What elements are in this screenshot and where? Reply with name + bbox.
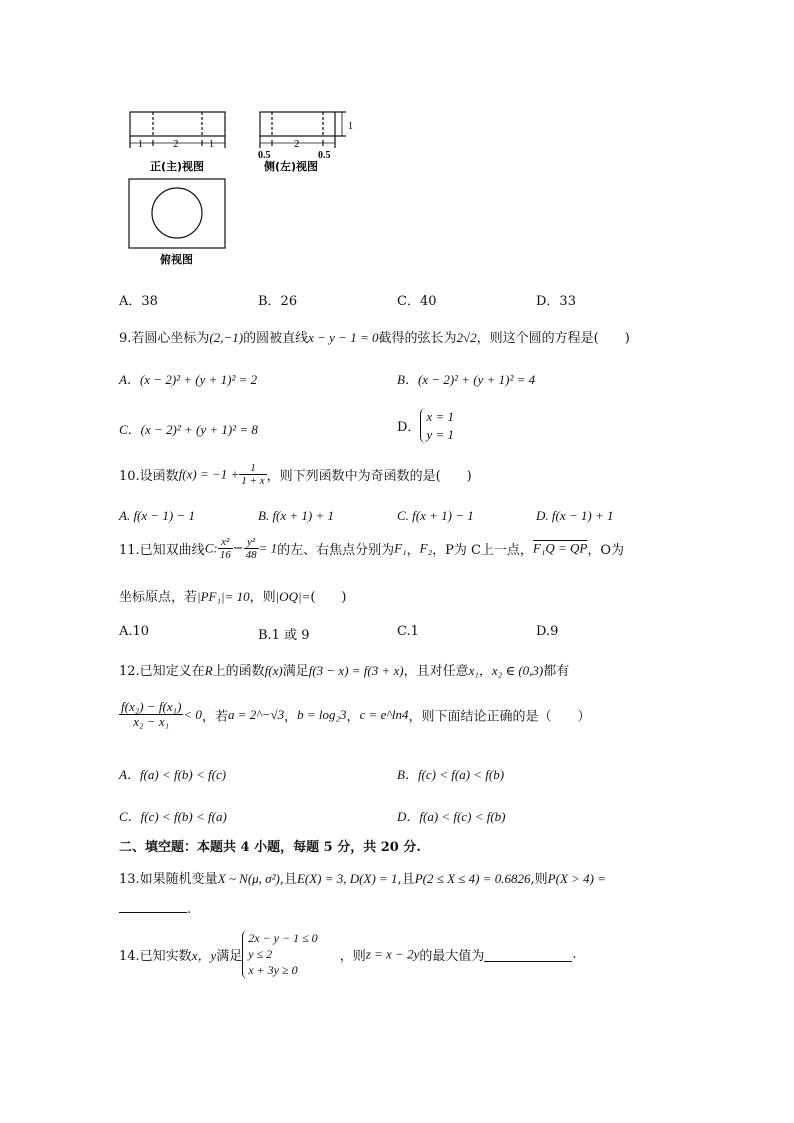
q9-option-d-eq2: y = 1 (426, 426, 454, 442)
top-view-label: 俯视图 (160, 253, 193, 266)
q12-lt0: < 0 (183, 706, 202, 722)
q12-option-d: D．f(a) < f(c) < f(b) (397, 809, 506, 824)
section-2-title: 二、填空题：本题共 4 小题，每题 5 分，共 20 分. (119, 840, 421, 855)
q11-option-c: C.1 (397, 624, 419, 639)
q10-frac-num: 1 (239, 462, 266, 475)
q11-pf: |PF₁|= 10 (197, 589, 250, 604)
q14-xy: x，y (191, 947, 217, 963)
q13-ev: E(X) = 3, D(X) = 1 (296, 871, 398, 886)
q11-frac2 (244, 536, 259, 561)
q11-oq: |OQ|= (275, 589, 311, 604)
q10-stem-post: ，则下列函数中为奇函数的是( ) (266, 469, 472, 485)
q11-stem-pre: 11.已知双曲线 (119, 543, 205, 559)
q10-option-d: D. f(x − 1) + 1 (536, 508, 614, 523)
q13-answer-blank (119, 898, 187, 913)
q11-stem (119, 536, 624, 561)
q12-l2-post: ，则下面结论正确的是（ ） (408, 709, 591, 725)
q11-sep: ， (406, 543, 420, 559)
q12-fraction (119, 700, 183, 730)
q14-answer-blank (484, 947, 572, 962)
q11-stem-mid2: ，P为 C上一点， (432, 543, 533, 559)
q14-z: z = x − 2y (365, 946, 420, 962)
q11-minus: − (232, 541, 244, 557)
q9-stem-mid2: 截得的弦长为 (378, 331, 457, 346)
q11-frac2-num: y² (244, 536, 259, 549)
front-dim-mid: 2 (173, 138, 179, 150)
q14-end: . (572, 946, 577, 962)
side-dim-height: 1 (348, 121, 353, 132)
q12-stem-post: 都有 (543, 664, 570, 679)
q14-stem-pre: 14.已知实数 (119, 948, 192, 964)
q12-stem (119, 660, 569, 679)
q10-frac-den: 1 + x (241, 475, 265, 488)
q13-answer-line (119, 898, 191, 917)
side-view-rect (260, 112, 335, 136)
q14-c2: y ≤ 2 (248, 947, 273, 962)
q11-eq: = 1 (258, 540, 278, 556)
q12-R: R (204, 663, 213, 678)
q12-option-c: C．f(c) < f(b) < f(a) (119, 809, 227, 824)
q9-stem-post: ，则这个圆的方程是( ) (476, 331, 630, 346)
side-dim-left: 0.5 (258, 150, 271, 161)
q9-option-d-label: D． (397, 420, 421, 436)
q8-option-a: A．38 (119, 294, 158, 309)
q11-line2-pre: 坐标原点，若 (119, 590, 198, 605)
q9-stem-pre: 9.若圆心坐标为 (119, 331, 210, 346)
q9-line: x − y − 1 = 0 (308, 330, 379, 345)
q12-stem-mid2: 满足 (282, 664, 309, 679)
q13-s3: ,则 (530, 872, 548, 887)
q12-frac-num: f(x₂) − f(x₁) (121, 699, 182, 714)
q13-stem (119, 868, 606, 887)
q12-line2 (119, 700, 591, 730)
q13-s2: ,且 (397, 872, 415, 887)
q12-l2-a: ，若 (201, 709, 228, 725)
q9-option-d (397, 408, 454, 443)
q10-option-c: C. f(x + 1) − 1 (397, 508, 474, 523)
q12-fx: f(x) (264, 663, 283, 678)
q11-line2-post: ( ) (310, 590, 347, 605)
side-dim-mid: 2 (294, 138, 300, 150)
q14-constraints (242, 930, 317, 979)
front-view-label: 正(主)视图 (150, 160, 205, 173)
q11-vector-eq: F₁Q = QP (532, 540, 588, 556)
q11-f2: F₂ (419, 540, 433, 556)
q11-stem-tail: ，O为 (587, 543, 625, 559)
q8-option-d: D．33 (536, 294, 576, 309)
q14-stem-mid: 满足 (216, 948, 243, 964)
q9-option-c: C．(x − 2)² + (y + 1)² = 8 (119, 422, 258, 437)
top-view-circle (152, 188, 202, 238)
q11-option-d: D.9 (536, 624, 559, 639)
q8-option-b: B．26 (258, 294, 298, 309)
q11-frac2-den: 48 (245, 549, 257, 562)
q14-c1: 2x − y − 1 ≤ 0 (248, 931, 318, 945)
q12-a-val: a = 2^−√3 (227, 706, 285, 722)
q10-stem-pre: 10.设函数 (119, 469, 179, 485)
q13-dist: X ~ N(μ, σ²) (217, 871, 280, 886)
q13-s1: ,且 (279, 872, 297, 887)
q11-option-b: B.1 或 9 (258, 628, 310, 643)
q11-frac1-den: 16 (219, 549, 231, 562)
q12-l2-b: ， (284, 709, 298, 725)
q11-frac1-num: x² (218, 536, 233, 549)
q9-stem (119, 327, 630, 346)
q12-stem-mid3: ，且对任意 (403, 664, 469, 679)
q9-option-a: A．(x − 2)² + (y + 1)² = 2 (119, 372, 258, 387)
q12-c-val: c = e^ln4 (359, 706, 409, 722)
q10-option-b: B. f(x + 1) + 1 (258, 508, 335, 523)
q9-center: (2,−1) (209, 330, 244, 345)
q14-stem-post: 的最大值为 (419, 948, 485, 964)
q9-chord: 2√2 (456, 330, 477, 345)
q12-cond: f(3 − x) = f(3 + x) (308, 663, 404, 678)
side-view-label: 侧(左)视图 (264, 160, 319, 173)
q14-c3: x + 3y ≥ 0 (248, 963, 298, 978)
q12-option-a: A．f(a) < f(b) < f(c) (119, 767, 227, 782)
q12-stem-pre: 12.已知定义在 (119, 664, 205, 679)
three-view-figure (120, 100, 360, 275)
q8-option-c: C．40 (397, 294, 437, 309)
q9-option-b: B．(x − 2)² + (y + 1)² = 4 (397, 372, 536, 387)
front-view-rect (130, 112, 225, 136)
q12-vars: x₁，x₂ ∈ (0,3) (468, 663, 544, 678)
q9-stem-mid: 的圆被直线 (243, 331, 309, 346)
q9-option-d-eq1: x = 1 (426, 409, 454, 424)
q14-stem-mid2: ，则 (339, 948, 366, 964)
q13-stem-pre: 13.如果随机变量 (119, 872, 218, 887)
q12-stem-mid: 上的函数 (212, 664, 265, 679)
q12-b-val: b = log₂3 (297, 706, 347, 722)
q10-stem (119, 462, 472, 487)
q10-fraction (239, 462, 266, 487)
q13-ask: P(X > 4) = (547, 871, 607, 886)
q11-frac1 (218, 536, 233, 561)
q11-stem-mid: 的左、右焦点分别为 (277, 543, 395, 559)
q10-func: f(x) = −1 + (178, 466, 240, 482)
front-dim-right: 1 (209, 139, 214, 150)
q11-option-a: A.10 (119, 624, 150, 639)
front-dim-left: 1 (138, 139, 143, 150)
q13-prob: P(2 ≤ X ≤ 4) = 0.6826 (414, 871, 531, 886)
q10-option-a: A. f(x − 1) − 1 (119, 508, 196, 523)
q12-frac-den: x₂ − x₁ (133, 714, 170, 730)
q12-l2-c: ， (346, 709, 360, 725)
side-dim-right: 0.5 (318, 150, 331, 161)
q11-line2 (119, 586, 346, 605)
q11-c: C: (204, 540, 218, 556)
q13-end: . (187, 902, 192, 917)
q11-line2-mid: ，则 (249, 590, 276, 605)
q12-option-b: B．f(c) < f(a) < f(b) (397, 767, 505, 782)
q9-option-d-system (420, 408, 454, 443)
q11-f1: F₁ (394, 540, 407, 556)
q14-stem (119, 930, 577, 979)
